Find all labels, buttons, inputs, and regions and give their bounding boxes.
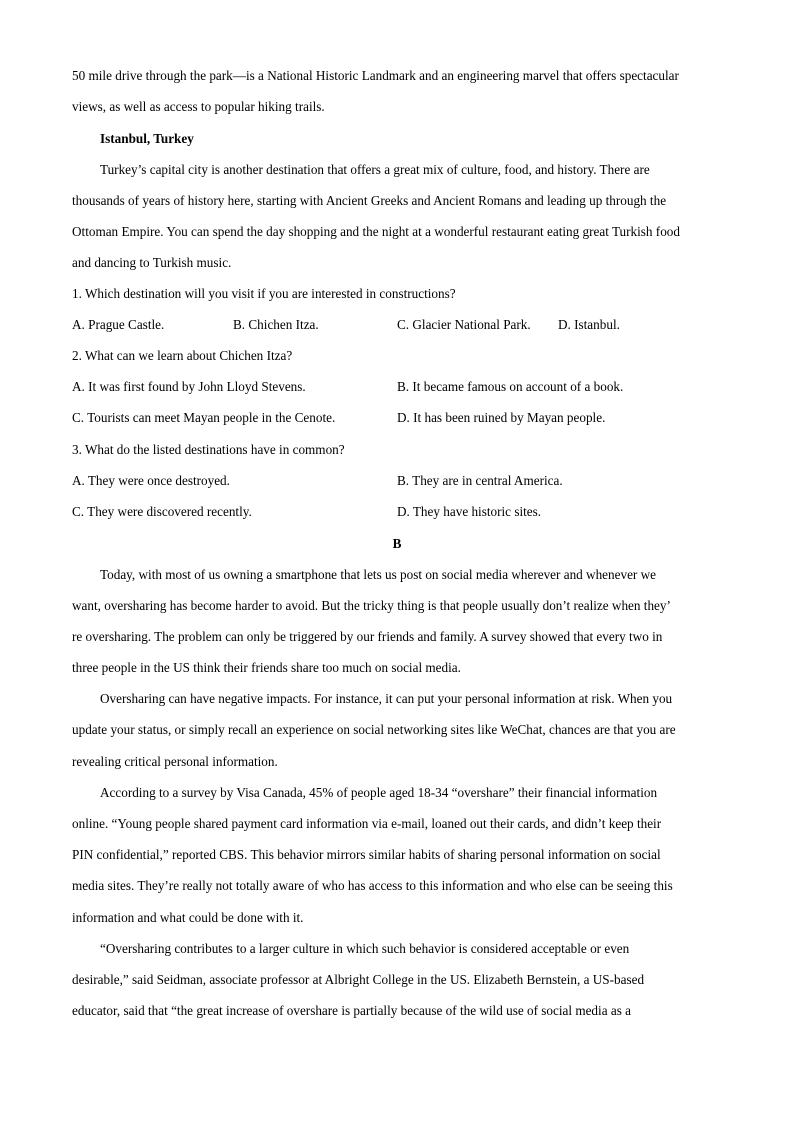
- question-stem: 3. What do the listed destinations have in common?: [72, 442, 345, 457]
- paragraph-line: information and what could be done with it.: [72, 910, 304, 925]
- question-stem: 1. Which destination will you visit if you are interested in constructions?: [72, 286, 456, 301]
- option-b: B. Chichen Itza.: [233, 317, 319, 332]
- question-stem: 2. What can we learn about Chichen Itza?: [72, 348, 293, 363]
- section-heading: B: [392, 536, 402, 551]
- option-d: D. Istanbul.: [558, 317, 620, 332]
- paragraph-line: three people in the US think their friends share too much on social media.: [72, 660, 461, 675]
- paragraph-line: media sites. They’re really not totally aware of who has access to this information and who else can be seeing this: [72, 878, 673, 893]
- paragraph-line: According to a survey by Visa Canada, 45% of people aged 18-34 “overshare” their financial information: [100, 785, 658, 800]
- paragraph-line: update your status, or simply recall an experience on social networking sites like WeChat, chances are that you are: [72, 722, 676, 737]
- option-c: C. Glacier National Park.: [397, 317, 531, 332]
- paragraph-line: re oversharing. The problem can only be triggered by our friends and family. A survey showed that every two in: [72, 629, 663, 644]
- paragraph-line: views, as well as access to popular hiking trails.: [72, 99, 325, 114]
- paragraph-line: educator, said that “the great increase of overshare is partially because of the wild use of social media as a: [72, 1003, 631, 1018]
- option-d: D. It has been ruined by Mayan people.: [397, 410, 606, 425]
- paragraph-line: PIN confidential,” reported CBS. This behavior mirrors similar habits of sharing personal information on social: [72, 847, 661, 862]
- option-a: A. Prague Castle.: [72, 317, 165, 332]
- paragraph-line: Oversharing can have negative impacts. For instance, it can put your personal information at risk. When you: [100, 691, 673, 706]
- option-b: B. They are in central America.: [397, 473, 563, 488]
- destination-heading: Istanbul, Turkey: [100, 131, 194, 146]
- option-a: A. It was first found by John Lloyd Stevens.: [72, 379, 306, 394]
- paragraph-line: 50 mile drive through the park—is a National Historic Landmark and an engineering marvel that offers spectacular: [72, 68, 679, 83]
- paragraph-line: “Oversharing contributes to a larger culture in which such behavior is considered acceptable or even: [100, 941, 630, 956]
- paragraph-line: and dancing to Turkish music.: [72, 255, 232, 270]
- paragraph-line: desirable,” said Seidman, associate professor at Albright College in the US. Elizabeth Bernstein, a US-based: [72, 972, 645, 987]
- option-d: D. They have historic sites.: [397, 504, 542, 519]
- option-c: C. Tourists can meet Mayan people in the Cenote.: [72, 410, 336, 425]
- paragraph-line: Ottoman Empire. You can spend the day shopping and the night at a wonderful restaurant eating great Turkish food: [72, 224, 680, 239]
- option-b: B. It became famous on account of a book.: [397, 379, 624, 394]
- paragraph-line: Turkey’s capital city is another destination that offers a great mix of culture, food, and history. There are: [100, 162, 650, 177]
- paragraph-line: want, oversharing has become harder to avoid. But the tricky thing is that people usually don’t realize when they’: [72, 598, 671, 613]
- paragraph-line: online. “Young people shared payment card information via e-mail, loaned out their cards, and didn’t keep their: [72, 816, 662, 831]
- paragraph-line: Today, with most of us owning a smartphone that lets us post on social media wherever and whenever we: [100, 567, 656, 582]
- option-a: A. They were once destroyed.: [72, 473, 230, 488]
- paragraph-line: revealing critical personal information.: [72, 754, 278, 769]
- option-c: C. They were discovered recently.: [72, 504, 252, 519]
- paragraph-line: thousands of years of history here, starting with Ancient Greeks and Ancient Romans and leading up through the: [72, 193, 667, 208]
